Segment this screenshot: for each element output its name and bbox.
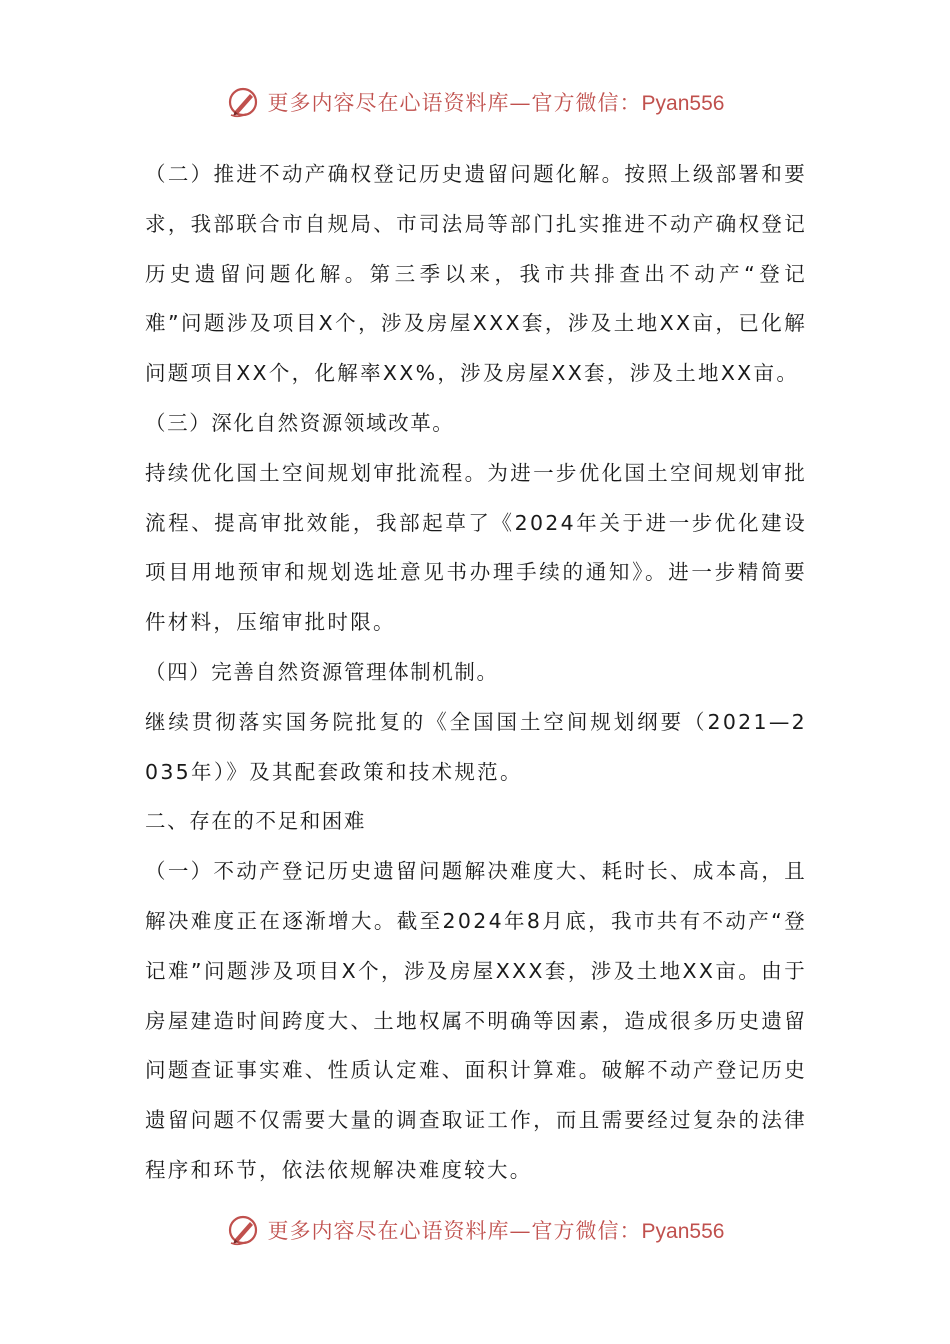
- paragraph: 持续优化国土空间规划审批流程。为进一步优化国土空间规划审批流程、提高审批效能，我部起草了《2024年关于进一步优化建设项目用地预审和规划选址意见书办理手续的通知》。进一步精简要件材料，压缩审批时限。: [145, 460, 807, 635]
- section-heading: （三）深化自然资源领域改革。: [145, 410, 455, 435]
- pen-logo-icon: [226, 85, 260, 119]
- document-body: [145, 150, 807, 1196]
- paragraph: （一）不动产登记历史遗留问题解决难度大、耗时长、成本高，且解决难度正在逐渐增大。截至2024年8月底，我市共有不动产“登记难”问题涉及项目X个，涉及房屋XXX套，涉及土地XX亩。由于房屋建造时间跨度大、土地权属不明确等因素，造成很多历史遗留问题查证事实难、性质认定难、面积计算难。破解不动产登记历史遗留问题不仅需要大量的调查取证工作，而且需要经过复杂的法律程序和环节，依法依规解决难度较大。: [145, 859, 807, 1182]
- section-heading: （四）完善自然资源管理体制机制。: [145, 659, 499, 684]
- watermark-text: 更多内容尽在心语资料库—官方微信：Pyan556: [267, 91, 725, 115]
- pen-logo-icon: [226, 1213, 260, 1247]
- footer-watermark: [0, 1210, 950, 1250]
- paragraph: （二）推进不动产确权登记历史遗留问题化解。按照上级部署和要求，我部联合市自规局、市司法局等部门扎实推进不动产确权登记历史遗留问题化解。第三季以来，我市共排查出不动产“登记难”问题涉及项目X个，涉及房屋XXX套，涉及土地XX亩，已化解问题项目XX个，化解率XX%，涉及房屋XX套，涉及土地XX亩。: [145, 162, 807, 386]
- watermark-text: 更多内容尽在心语资料库—官方微信：Pyan556: [267, 1219, 725, 1243]
- paragraph: 继续贯彻落实国务院批复的《全国国土空间规划纲要（2021—2035年）》及其配套政策和技术规范。: [145, 709, 807, 784]
- section-heading: 二、存在的不足和困难: [145, 809, 366, 834]
- header-watermark: [0, 82, 950, 122]
